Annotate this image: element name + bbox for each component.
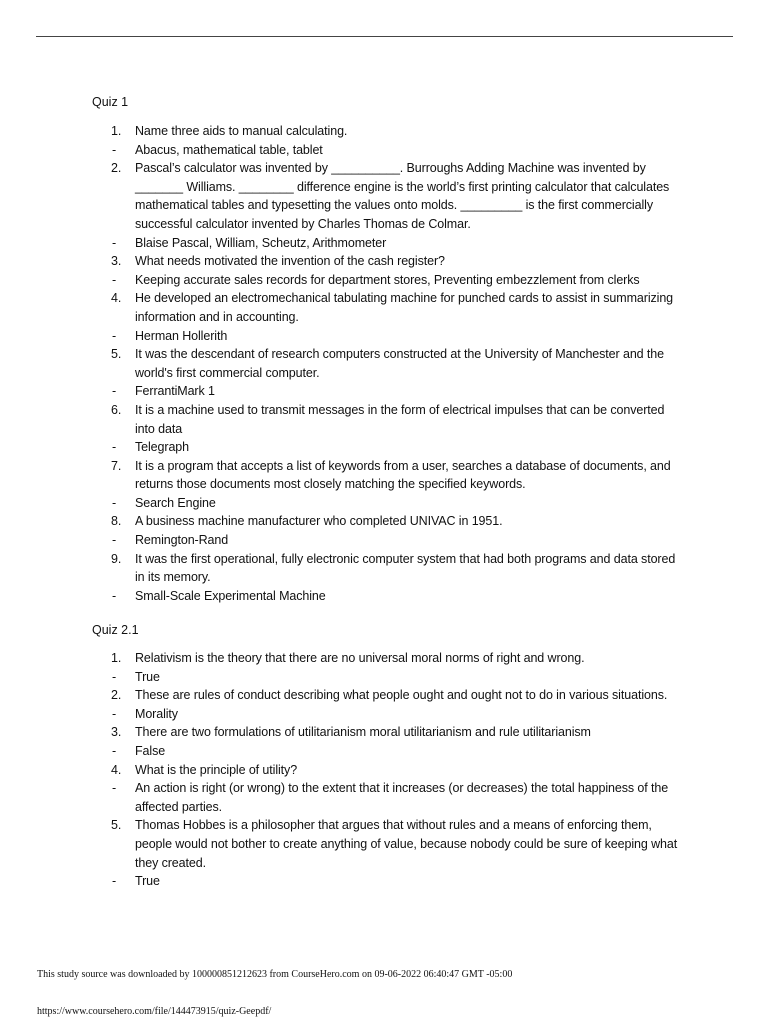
question-item	[92, 550, 682, 587]
quiz-2-title: Quiz 2.1	[92, 623, 139, 637]
question-item	[92, 512, 682, 531]
answer-dash: -	[112, 272, 117, 287]
answer-item	[92, 872, 682, 891]
question-text: There are two formulations of utilitarianism moral utilitarianism and rule utilitarianism	[135, 725, 591, 740]
download-source-note: This study source was downloaded by 100000851212623 from CourseHero.com on 09-06-2022 06:40:47 GMT -05:00	[37, 969, 513, 980]
answer-text: Search Engine	[135, 495, 216, 510]
question-item	[92, 457, 682, 494]
answer-text: Herman Hollerith	[135, 328, 228, 343]
answer-dash: -	[112, 706, 117, 721]
question-number: 8.	[111, 514, 122, 529]
question-number: 3.	[111, 725, 122, 740]
answer-item	[92, 271, 682, 290]
quiz-2-list	[92, 649, 682, 891]
question-text: Relativism is the theory that there are no universal moral norms of right and wrong.	[135, 651, 585, 665]
question-text: What needs motivated the invention of the cash register?	[135, 254, 445, 269]
answer-text: Small-Scale Experimental Machine	[135, 588, 326, 603]
question-number: 4.	[111, 291, 122, 306]
question-text: These are rules of conduct describing what people ought and ought not to do in various situations.	[135, 688, 668, 703]
question-text: What is the principle of utility?	[135, 762, 298, 777]
question-number: 6.	[111, 402, 122, 417]
question-number: 9.	[111, 551, 122, 566]
question-item	[92, 345, 682, 382]
answer-dash: -	[112, 328, 117, 343]
source-url[interactable]: https://www.coursehero.com/file/144473915/quiz-Geepdf/	[37, 1006, 272, 1017]
question-number: 4.	[111, 762, 122, 777]
question-text: Name three aids to manual calculating.	[135, 124, 348, 138]
question-item	[92, 289, 682, 326]
answer-dash: -	[112, 781, 117, 796]
answer-item	[92, 382, 682, 401]
question-text: It is a program that accepts a list of keywords from a user, searches a database of documents, and returns those documents most closely matching the specified keywords.	[135, 458, 671, 492]
answer-text: Blaise Pascal, William, Scheutz, Arithmometer	[135, 235, 387, 250]
question-number: 1.	[111, 124, 122, 138]
question-text: It was the descendant of research computers constructed at the University of Manchester and the world's first commercial computer.	[135, 347, 664, 380]
answer-text: Remington-Rand	[135, 533, 229, 548]
question-text: He developed an electromechanical tabulating machine for punched cards to assist in summarizing information and in accounting.	[135, 291, 674, 324]
question-number: 3.	[111, 254, 122, 269]
answer-item	[92, 587, 682, 606]
answer-text: False	[135, 743, 166, 758]
answer-item	[92, 668, 682, 687]
answer-dash: -	[112, 588, 117, 603]
answer-item	[92, 494, 682, 513]
question-item	[92, 686, 682, 705]
question-number: 5.	[111, 818, 122, 833]
question-text: A business machine manufacturer who completed UNIVAC in 1951.	[135, 514, 503, 529]
answer-item	[92, 141, 682, 160]
answer-dash: -	[112, 495, 117, 510]
question-text: It is a machine used to transmit messages in the form of electrical impulses that can be converted into data	[135, 402, 665, 436]
answer-item	[92, 531, 682, 550]
question-number: 2.	[111, 688, 122, 703]
answer-text: Telegraph	[135, 440, 190, 455]
quiz-1-title: Quiz 1	[92, 95, 129, 109]
question-item	[92, 649, 682, 668]
answer-dash: -	[112, 669, 117, 684]
question-text: Pascal’s calculator was invented by __________. Burroughs Adding Machine was invented by _______ Williams. ________ difference engine is the world’s first printing calculator that calculates mathematical tables and typesetting the values onto molds. _________ is the first commercially successful calculator invented by Charles Thomas de Colmar.	[135, 161, 670, 231]
question-item	[92, 816, 682, 872]
question-number: 1.	[111, 651, 122, 665]
answer-item	[92, 438, 682, 457]
question-item	[92, 761, 682, 780]
answer-dash: -	[112, 440, 117, 455]
answer-text: True	[135, 874, 160, 889]
answer-text: An action is right (or wrong) to the extent that it increases (or decreases) the total happiness of the affected parties.	[135, 781, 669, 814]
answer-item	[92, 705, 682, 724]
quiz-1-list	[92, 122, 682, 605]
question-item	[92, 252, 682, 271]
question-item	[92, 723, 682, 742]
question-number: 2.	[111, 161, 122, 176]
question-item	[92, 159, 682, 233]
question-item	[92, 122, 682, 141]
answer-text: Morality	[135, 706, 178, 721]
answer-dash: -	[112, 533, 117, 548]
answer-item	[92, 779, 682, 816]
answer-dash: -	[112, 235, 117, 250]
answer-item	[92, 327, 682, 346]
answer-text: True	[135, 669, 160, 684]
question-number: 5.	[111, 347, 122, 362]
question-item	[92, 401, 682, 438]
answer-dash: -	[112, 743, 117, 758]
question-text: It was the first operational, fully electronic computer system that had both programs and data stored in its memory.	[135, 551, 676, 585]
answer-item	[92, 742, 682, 761]
answer-dash: -	[112, 384, 117, 399]
question-text: Thomas Hobbes is a philosopher that argues that without rules and a means of enforcing them, people would not bother to create anything of value, because nobody could be sure of keeping what they created.	[135, 818, 678, 870]
answer-item	[92, 234, 682, 253]
answer-dash: -	[112, 142, 117, 157]
answer-text: FerrantiMark 1	[135, 384, 215, 399]
answer-text: Abacus, mathematical table, tablet	[135, 142, 323, 157]
answer-text: Keeping accurate sales records for department stores, Preventing embezzlement from clerks	[135, 272, 640, 287]
question-number: 7.	[111, 458, 122, 473]
top-divider	[36, 36, 733, 37]
answer-dash: -	[112, 874, 117, 889]
